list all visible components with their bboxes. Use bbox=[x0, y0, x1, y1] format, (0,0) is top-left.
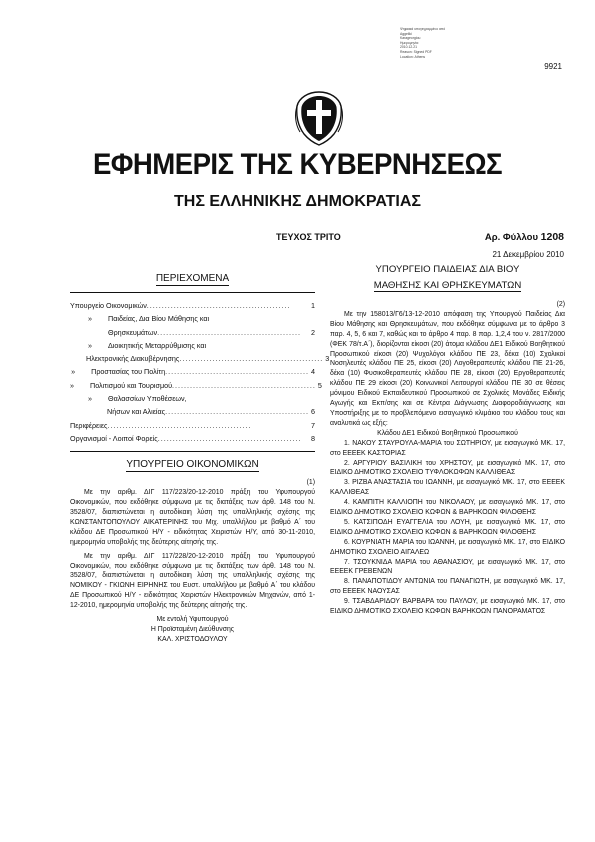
issue-sheet-number bbox=[460, 231, 564, 243]
contents-item[interactable]: » Προστασίας του Πολίτη ................................................ 4 bbox=[71, 367, 315, 377]
divider bbox=[70, 451, 315, 452]
right-column bbox=[330, 262, 565, 617]
digital-signature-stamp bbox=[400, 27, 480, 59]
signature-line: Η Προϊσταμένη Διεύθυνσης bbox=[150, 625, 235, 633]
ministry-heading: ΥΠΟΥΡΓΕΙΟ ΠΑΙΔΕΙΑΣ ΔΙΑ ΒΙΟΥ ΜΑΘΗΣΗΣ ΚΑΙ ΘΡΗΣΚΕΥΜΑΤΩΝ bbox=[373, 264, 522, 291]
sheet-number: 1208 bbox=[540, 231, 564, 243]
stamp-line: 2010.12.21 bbox=[400, 45, 417, 50]
greek-coat-of-arms-icon bbox=[294, 90, 344, 146]
signature-name: ΚΑΛ. ΧΡΙΣΤΟΔΟΥΛΟΥ bbox=[157, 635, 228, 643]
appointee-item: 8. ΠΑΝΑΠΟΤΙΔΟΥ ΑΝΤΩΝΙΑ του ΠΑΝΑΓΙΩΤΗ, με εισαγωγικό ΜΚ. 17, στο ΕΕΕΕΚ ΝΑΟΥΣΑΣ bbox=[330, 578, 565, 596]
page-number: 9921 bbox=[544, 62, 562, 71]
sheet-label: Αρ. Φύλλου bbox=[484, 232, 538, 243]
decision-paragraph: Με την 158013/Γ6/13-12-2010 απόφαση της Υπουργού Παιδείας Δια Βίου Μάθησης και Θρησκευμάτων, που εκδόθηκε σύμφωνα με το άρθρο 3 παρ. 4, 5, 6 και 7, καθώς και το άρθρο 4 παρ. 8 παρ. 1,2,4 του ν. 2817/2000 (ΦΕΚ 78/τ.Α΄), διορίζονται είκοσι (20) άτομα κλάδου ΔΕ1 Ειδικού Βοηθητικού Προσωπικού είκοσι (20) Ψυχολόγοι κλάδου ΠΕ 23, δέκα (10) Σχολικοί Νοσηλευτές κλάδου ΠΕ 25, είκοσι (20) Λογοθεραπευτές κλάδου ΠΕ 21-26, δέκα (10) Φυσικοθεραπευτές κλάδου ΠΕ 28, είκοσι (20) Εργοθεραπευτές κλάδου ΠΕ 29 είκοσι (20) Κοινωνικοί Λειτουργοί κλάδου ΠΕ 30 σε θέσεις μόνιμου Ειδικού Εκπαιδευτικού Προσωπικού σε Σχολικές Μονάδες Ειδικής Αγωγής και Εκπ/σης και σε Κέντρα Διάγνωσης Διαφοροδιάγνωσης και Υποστήριξης με το προβλεπόμενο εισαγωγικό κλιμάκιο του κλάδου τους και αναλυτικά ως εξής: bbox=[330, 310, 565, 427]
divider bbox=[70, 292, 315, 293]
stamp-line: Karageorgiou bbox=[400, 36, 421, 41]
stamp-line: Location: Athens bbox=[400, 54, 426, 59]
stamp-line: Ημερομηνία: bbox=[400, 40, 419, 45]
stamp-line: Reason: Signed PDF bbox=[400, 49, 432, 54]
gazette-title: ΕΦΗΜΕΡΙΣ ΤΗΣ ΚΥΒΕΡΝΗΣΕΩΣ bbox=[92, 148, 503, 181]
appointee-item: 2. ΑΡΓΥΡΙΟΥ ΒΑΣΙΛΙΚΗ του ΧΡΗΣΤΟΥ, με εισαγωγικό ΜΚ. 17, στο ΕΙΔΙΚΟ ΔΗΜΟΤΙΚΟ ΣΧΟΛΕΙΟ ΤΥΦΛΟΚΩΦΩΝ ΚΑΛΛΙΘΕΑΣ bbox=[330, 459, 565, 477]
issue-series: ΤΕΥΧΟΣ ΤΡΙΤΟ bbox=[276, 232, 341, 242]
appointee-item: 9. ΤΣΑΒΔΑΡΙΔΟΥ ΒΑΡΒΑΡΑ του ΠΑΥΛΟΥ, με εισαγωγικό ΜΚ. 17, στο ΕΙΔΙΚΟ ΔΗΜΟΤΙΚΟ ΣΧΟΛΕΙΟ ΚΩΦΩΝ ΒΑΡΗΚΟΩΝ ΠΑΝΟΡΑΜΑΤΟΣ bbox=[330, 598, 565, 616]
contents-list bbox=[70, 299, 330, 445]
signature-line: Με εντολή Υφυπουργού bbox=[156, 616, 229, 624]
left-column bbox=[70, 272, 330, 645]
decision-paragraph: Με την αριθμ. ΔΙΓ 117/228/20-12-2010 πράξη του Υφυπουργού Οικονομικών, που εκδόθηκε σύμφωνα με τις διατάξεις των άρθ. 148 του Ν. 3528/07, διαπιστώνεται η αυτοδίκαιη λύση της υπαλληλικής σχέσης της ΝΟΜΙΚΟΥ - ΓΚΙΩΝΗ ΕΙΡΗΝΗΣ του Ευστ. υπαλλήλου με βαθμό Α΄ του κλάδου ΔΕ Προσωπικού Η/Υ - ειδικότητας Χειριστών Ηλεκτρονικών Μηχανών, από 1-12-2010, ημερομηνία υποβολής της δεύτερης αίτησής της. bbox=[70, 552, 315, 610]
contents-item-continued[interactable]: Ηλεκτρονικής Διακυβέρνησης ................................................ 3 bbox=[86, 354, 330, 364]
stamp-line: Ψηφιακά υπογεγραμμένο από bbox=[400, 27, 446, 31]
appointee-item: 5. ΚΑΤΣΙΠΟΔΗ ΕΥΑΓΓΕΛΙΑ του ΛΟΥΗ, με εισαγωγικό ΜΚ. 17, στο ΕΙΔΙΚΟ ΔΗΜΟΤΙΚΟ ΣΧΟΛΕΙΟ ΚΩΦΩΝ & ΒΑΡΗΚΟΩΝ ΦΙΛΟΘΕΗΣ bbox=[330, 518, 565, 536]
contents-item[interactable]: Υπουργείο Οικονομικών ................................................ 1 bbox=[70, 301, 315, 310]
appointee-item: 6. ΚΟΥΡΝΙΑΤΗ ΜΑΡΙΑ του ΙΩΑΝΝΗ, με εισαγωγικό ΜΚ. 17, στο ΕΙΔΙΚΟ ΔΗΜΟΤΙΚΟ ΣΧΟΛΕΙΟ ΑΙΓΑΛΕΩ bbox=[330, 538, 565, 556]
decision-number: (2) bbox=[556, 301, 565, 308]
appointee-item: 1. ΝΑΚΟΥ ΣΤΑΥΡΟΥΛΑ-ΜΑΡΙΑ του ΣΩΤΗΡΙΟΥ, με εισαγωγικό ΜΚ. 17, στο ΕΕΕΕΚ ΚΑΣΤΟΡΙΑΣ bbox=[330, 439, 565, 457]
contents-item[interactable]: » Διοικητικής Μεταρρύθμισης και bbox=[88, 340, 207, 350]
gazette-subtitle: ΤΗΣ ΕΛΛΗΝΙΚΗΣ ΔΗΜΟΚΡΑΤΙΑΣ bbox=[174, 193, 421, 210]
appointee-item: 4. ΚΑΜΠΙΤΗ ΚΑΛΛΙΟΠΗ του ΝΙΚΟΛΑΟΥ, με εισαγωγικό ΜΚ. 17, στο ΕΙΔΙΚΟ ΔΗΜΟΤΙΚΟ ΣΧΟΛΕΙΟ ΚΩΦΩΝ & ΒΑΡΗΚΟΩΝ ΦΙΛΟΘΕΗΣ bbox=[330, 499, 565, 517]
contents-item[interactable]: Οργανισμοί - Λοιποί Φορείς ................................................ 8 bbox=[70, 433, 315, 443]
contents-item[interactable]: » Θαλασσίων Υποθέσεων, bbox=[88, 394, 187, 404]
contents-item-continued[interactable]: Θρησκευμάτων ................................................ 2 bbox=[108, 327, 315, 337]
contents-heading: ΠΕΡΙΕΧΟΜΕΝΑ bbox=[155, 273, 230, 284]
issue-date: 21 Δεκεμβρίου 2010 bbox=[492, 250, 564, 259]
decision-paragraph: Με την αριθμ. ΔΙΓ 117/223/20-12-2010 πράξη του Υφυπουργού Οικονομικών, που εκδόθηκε σύμφωνα με τις διατάξεις των άρθ. 148 του Ν. 3528/07, διαπιστώνεται η αυτοδίκαιη λύση της υπαλληλικής σχέσης της ΚΩΝΣΤΑΝΤΟΠΟΥΛΟΥ ΑΙΚΑΤΕΡΙΝΗΣ του Μιχ. υπαλλήλου με βαθμό Α΄ του κλάδου ΔΕ Προσωπικού Η/Υ - ειδικότητας Χειριστών Η/Υ, από 30-11-2010, ημερομηνία υποβολής της δεύτερης αίτησής της. bbox=[70, 489, 315, 546]
branch-heading: Κλάδου ΔΕ1 Ειδικού Βοηθητικού Προσωπικού bbox=[377, 429, 518, 437]
appointee-item: 3. ΡΙΖΒΑ ΑΝΑΣΤΑΣΙΑ του ΙΩΑΝΝΗ, με εισαγωγικό ΜΚ. 17, στο ΕΕΕΕΚ ΚΑΛΛΙΘΕΑΣ bbox=[330, 479, 565, 497]
contents-item[interactable]: » Παιδείας, Δια Βίου Μάθησης και bbox=[88, 314, 210, 324]
appointee-item: 7. ΤΣΟΥΚΝΙΔΑ ΜΑΡΙΑ του ΑΘΑΝΑΣΙΟΥ, με εισαγωγικό ΜΚ. 17, στο ΕΕΕΕΚ ΓΡΕΒΕΝΩΝ bbox=[330, 558, 565, 576]
contents-item-continued[interactable]: Νήσων και Αλιείας ................................................ 6 bbox=[107, 407, 315, 417]
decision-number: (1) bbox=[306, 479, 315, 487]
contents-item[interactable]: » Πολιτισμού και Τουρισμού ................................................ 5 bbox=[70, 380, 322, 390]
ministry-heading: ΥΠΟΥΡΓΕΙΟ ΟΙΚΟΝΟΜΙΚΩΝ bbox=[126, 459, 259, 471]
stamp-line: Aggeliki bbox=[400, 31, 412, 36]
contents-item[interactable]: Περιφέρειες ................................................ 7 bbox=[70, 420, 315, 430]
